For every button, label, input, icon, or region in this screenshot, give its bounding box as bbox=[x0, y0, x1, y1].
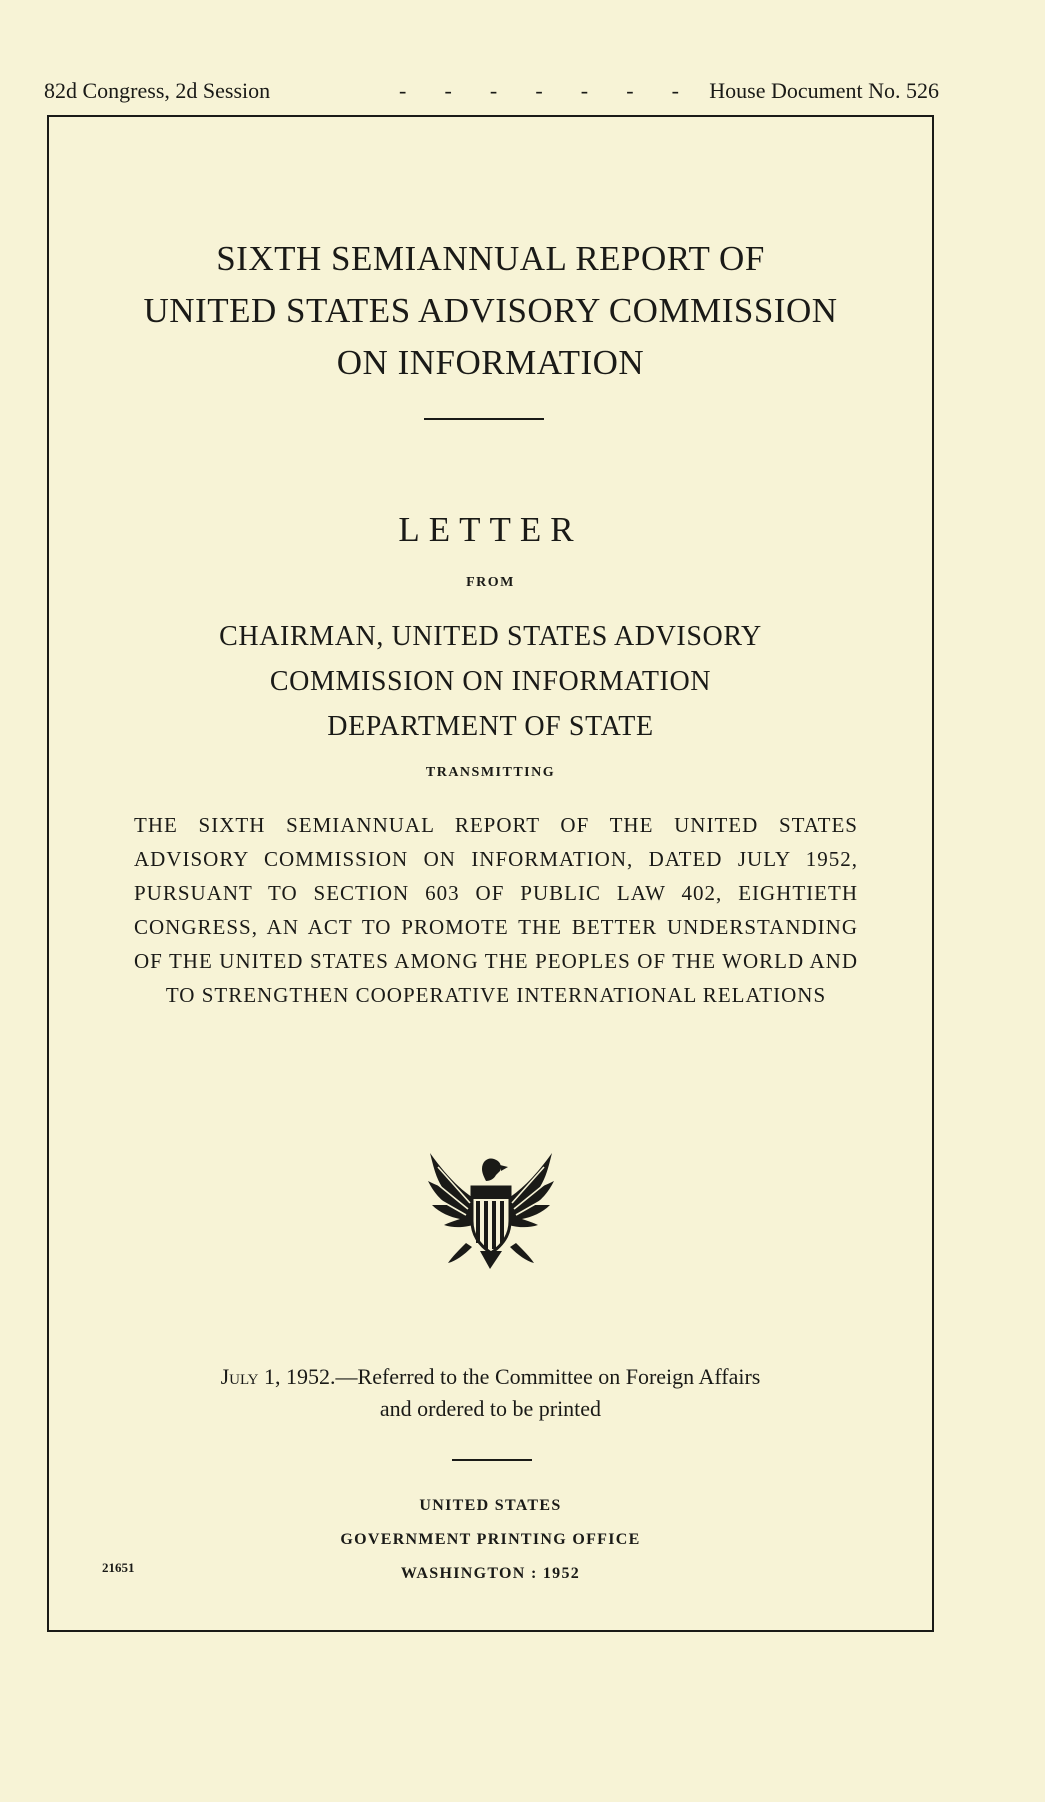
header-dashes bbox=[399, 76, 679, 106]
imprint-line: GOVERNMENT PRINTING OFFICE bbox=[340, 1531, 641, 1548]
page-border-frame bbox=[47, 115, 934, 1632]
transmitting-label: TRANSMITTING bbox=[425, 765, 556, 780]
sender-line: DEPARTMENT OF STATE bbox=[327, 711, 654, 742]
job-number: 21651 bbox=[102, 1560, 135, 1575]
imprint-line: UNITED STATES bbox=[419, 1497, 562, 1514]
house-document-number: House Document No. 526 bbox=[709, 78, 939, 103]
dash: - bbox=[535, 78, 543, 103]
document-header bbox=[44, 76, 939, 106]
dash: - bbox=[580, 78, 589, 103]
congress-session: 82d Congress, 2d Session bbox=[44, 78, 271, 103]
eagle-seal-icon bbox=[424, 1147, 558, 1275]
referral-note bbox=[49, 1361, 932, 1425]
imprint-divider bbox=[452, 1459, 532, 1461]
title-line: UNITED STATES ADVISORY COMMISSION bbox=[143, 291, 838, 330]
sender-line: CHAIRMAN, UNITED STATES ADVISORY bbox=[219, 621, 762, 652]
referral-date-month: July bbox=[220, 1364, 259, 1389]
from-label: FROM bbox=[466, 575, 515, 590]
imprint-line: WASHINGTON : 1952 bbox=[400, 1565, 581, 1582]
dash: - bbox=[489, 78, 498, 103]
sender-line: COMMISSION ON INFORMATION bbox=[269, 666, 712, 697]
letter-heading: LETTER bbox=[398, 510, 583, 549]
dash: - bbox=[626, 78, 634, 103]
dash: - bbox=[399, 78, 407, 103]
referral-date-rest: 1, 1952.—Referred to the Committee on Foreign Affairs bbox=[258, 1364, 761, 1389]
sender-block bbox=[49, 614, 932, 749]
referral-line-2: and ordered to be printed bbox=[379, 1396, 602, 1421]
title-line: ON INFORMATION bbox=[336, 343, 645, 382]
dash: - bbox=[444, 78, 452, 103]
report-title bbox=[49, 233, 932, 389]
printer-imprint bbox=[49, 1489, 932, 1591]
title-line: SIXTH SEMIANNUAL REPORT OF bbox=[216, 239, 765, 278]
title-divider bbox=[424, 418, 544, 420]
dash: - bbox=[671, 78, 679, 103]
referral-line-1 bbox=[49, 1361, 932, 1393]
transmittal-body: THE SIXTH SEMIANNUAL REPORT OF THE UNITED STATES ADVISORY COMMISSION ON INFORMATION, DATED JULY 1952, PURSUANT TO SECTION 603 OF PUBLIC LAW 402, EIGHTIETH CONGRESS, AN ACT TO PROMOTE THE BETTER UNDERSTANDING OF THE UNITED STATES AMONG THE PEOPLES OF THE WORLD AND TO STRENGTHEN COOPERATIVE INTERNATIONAL RELATIONS bbox=[134, 813, 858, 1007]
